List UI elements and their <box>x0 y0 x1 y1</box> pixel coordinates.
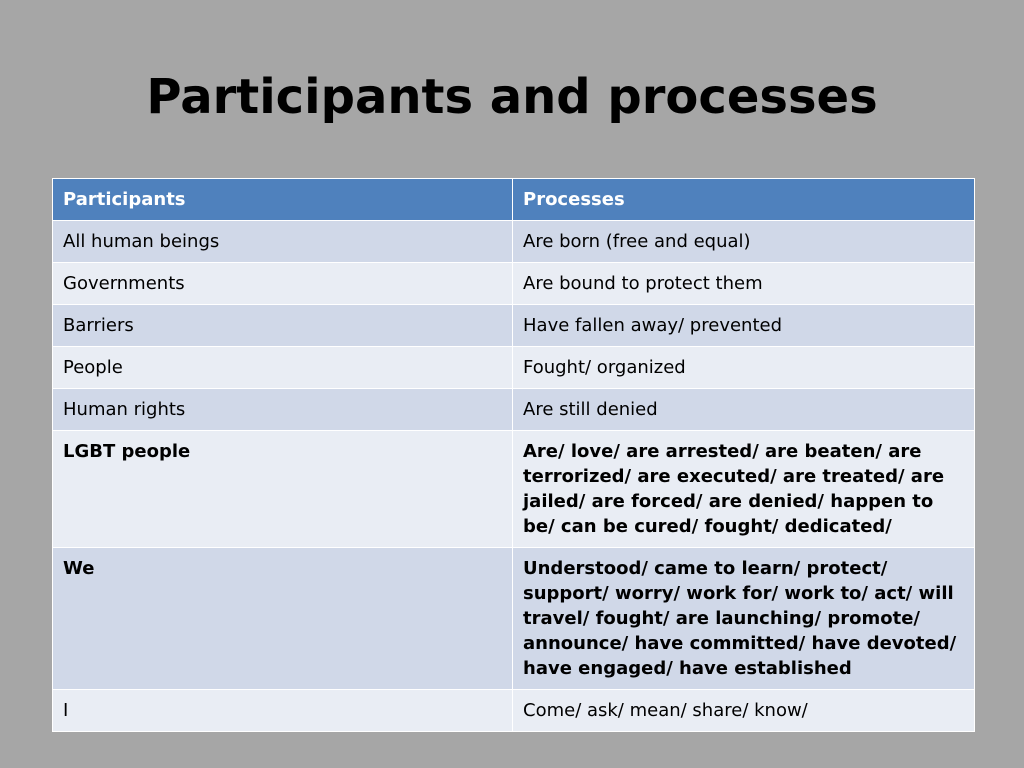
process-cell: Are born (free and equal) <box>513 221 975 263</box>
column-header-processes: Processes <box>513 179 975 221</box>
participant-cell: Governments <box>53 263 513 305</box>
table-row <box>53 263 975 305</box>
table-row <box>53 548 975 690</box>
participant-cell: People <box>53 347 513 389</box>
process-cell: Come/ ask/ mean/ share/ know/ <box>513 690 975 732</box>
table-row <box>53 347 975 389</box>
participants-processes-table <box>52 178 975 732</box>
table-row <box>53 305 975 347</box>
slide-title: Participants and processes <box>146 69 878 125</box>
participant-cell: All human beings <box>53 221 513 263</box>
process-cell: Have fallen away/ prevented <box>513 305 975 347</box>
participant-cell: LGBT people <box>53 431 513 548</box>
table-row <box>53 389 975 431</box>
table-row <box>53 221 975 263</box>
participants-processes-table-wrapper <box>52 178 974 732</box>
process-cell: Fought/ organized <box>513 347 975 389</box>
table-row <box>53 690 975 732</box>
table-header <box>53 179 975 221</box>
table-header-row <box>53 179 975 221</box>
column-header-participants: Participants <box>53 179 513 221</box>
process-cell: Understood/ came to learn/ protect/ support/ worry/ work for/ work to/ act/ will travel/ fought/ are launching/ promote/ announce/ have committed/ have devoted/ have engaged/ have established <box>513 548 975 690</box>
participant-cell: Human rights <box>53 389 513 431</box>
table-body <box>53 221 975 732</box>
process-cell: Are still denied <box>513 389 975 431</box>
process-cell: Are bound to protect them <box>513 263 975 305</box>
table-row <box>53 431 975 548</box>
process-cell: Are/ love/ are arrested/ are beaten/ are terrorized/ are executed/ are treated/ are jailed/ are forced/ are denied/ happen to be/ can be cured/ fought/ dedicated/ <box>513 431 975 548</box>
participant-cell: I <box>53 690 513 732</box>
participant-cell: We <box>53 548 513 690</box>
participant-cell: Barriers <box>53 305 513 347</box>
